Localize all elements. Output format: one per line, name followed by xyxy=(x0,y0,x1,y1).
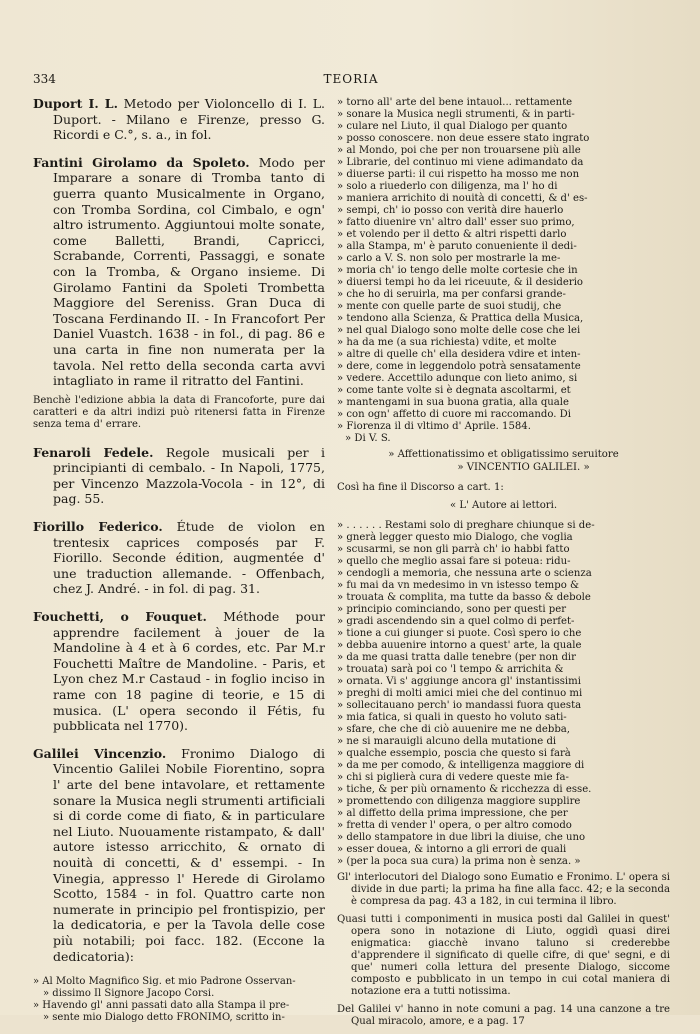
quote-line: » diuerse parti: il cui rispetto ha mosso me non xyxy=(337,169,580,180)
quote-line: » mente con quelle parte de suoi studij, che xyxy=(337,301,562,312)
entry-author: Fantini Girolamo da Spoleto. xyxy=(33,154,250,170)
quote-line: » trouata) sarà poi co 'l tempo & arrichita & xyxy=(337,664,564,675)
quote-line: » promettendo con diligenza maggiore supplire xyxy=(337,796,581,807)
entry-text: Méthode pour apprendre facilement à jouer de la Mandoline à 4 et à 6 cordes, etc. Par M.r Fouchetti Maître de Mandoline. - Paris, et Lyon chez M.r Castaud - in foglio inciso in rame con 18 pagine di teorie, e 15 di musica. (L' opera secondo il Fétis, fu pubblicata nel 1770). xyxy=(53,609,325,734)
entry-text: Étude de violon en trentesix caprices composés par F. Fiorillo. Seconde édition, augmentée d' une traduction allemande. - Offenbach, chez J. André. - in fol. di pag. 31. xyxy=(53,519,325,597)
quote-line: » con ogn' affetto di cuore mi raccomando. Di xyxy=(337,409,571,420)
quote-line: » tiche, & per più ornamento & ricchezza di esse. xyxy=(337,784,592,795)
quote-line: » che ho di seruirla, ma per confarsi grande- xyxy=(337,289,566,300)
quote-line: » diuersi tempi ho da lei riceuute, & il desiderio xyxy=(337,277,583,288)
quote-line: » (per la poca sua cura) la prima non è senza. » xyxy=(337,856,581,867)
dedication-quote-start xyxy=(33,976,325,1024)
entry-fenaroli xyxy=(33,445,325,507)
quote-line: » carlo a V. S. non solo per mostrarle la me- xyxy=(337,253,561,264)
entry-text: Fronimo Dialogo di Vincentio Galilei Nobile Fiorentino, sopra l' arte del bene intavolare, et rettamente sonare la Musica negli strumenti artificiali si di corde come di fiato, & in particulare nel Liuto. Nuouamente ristampato, & dall' autore istesso arricchito, & ornato di nouità di concetti, & d' essempi. - In Vinegia, appresso l' Herede di Girolamo Scotto, 1584 - in fol. Quattro carte non numerate in principio pel frontispizio, per la dedicatoria, e per la Tavola delle cose più notabili; poi facc. 182. (Eccone la dedicatoria): xyxy=(53,745,325,964)
quote-line: » maniera arrichito di nouità di concetti, & d' es- xyxy=(337,193,588,204)
entry-text: Modo per Imparare a sonare di Tromba tanto di guerra quanto Musicalmente in Organo, con Tromba Sordina, col Cimbalo, e ogn' altro istrumento. Aggiuntoui molte sonate, come Balletti, Brandi, Capricci, Scrabande, Correnti, Passaggi, e sonate con la Tromba, & Organo insieme. Di Girolamo Fantini da Spoleti Trombetta Maggiore del Sereniss. Gran Duca di Toscana Ferdinando II. - In Francofort Per Daniel Vuastch. 1638 - in fol., di pag. 86 e una carta in fine non numerata per la tavola. Nel retto della seconda carta avvi intagliato in rame il ritratto del Fantini. xyxy=(53,154,325,389)
quote-line: » solo a riuederlo con diligenza, ma l' ho di xyxy=(337,181,558,192)
quote-line: » sempi, ch' io posso con verità dire hauerlo xyxy=(337,205,564,216)
quote-line: » ornata. Vi s' aggiunge ancora gl' instantissimi xyxy=(337,676,581,687)
quote-line: » al Mondo, poi che per non trouarsene più alle xyxy=(337,145,581,156)
autore-quote xyxy=(337,520,670,868)
quote-line: » sonare la Musica negli strumenti, & in parti- xyxy=(337,109,575,120)
signature-line: » Affettionatissimo et obligatissimo seruitore xyxy=(388,449,619,460)
quote-line: » esser douea, & intorno a gli errori de quali xyxy=(337,844,567,855)
quote-line: » trouata & complita, ma tutte da basso & debole xyxy=(337,592,591,603)
quote-line: » fatto diuenire vn' altro dall' esser suo primo, xyxy=(337,217,575,228)
quote-line: » gradi ascendendo sin a quel colmo di perfet- xyxy=(337,616,575,627)
quote-line: » torno all' arte del bene intauol... rettamente xyxy=(337,97,573,108)
page-header xyxy=(33,72,669,88)
quote-line: » vedere. Accettilo adunque con lieto animo, si xyxy=(337,373,578,384)
entry-text: Regole musicali per i principianti di cembalo. - In Napoli, 1775, per Vincenzo Mazzola-Vocola - in 12°, di pag. 55. xyxy=(53,444,325,507)
quote-line: » posso conoscere. non deue essere stato ingrato xyxy=(337,133,590,144)
entry-fiorillo xyxy=(33,519,325,597)
quote-line: » chi si piglierà cura di vedere queste mie fa- xyxy=(337,772,569,783)
entry-author: Fiorillo Federico. xyxy=(33,519,163,535)
quote-line: » gnerà legger questo mio Dialogo, che voglia xyxy=(337,532,573,543)
quote-line: » moria ch' io tengo delle molte cortesie che in xyxy=(337,265,578,276)
quote-line: » dissimo Il Signore Jacopo Corsi. xyxy=(43,988,215,1000)
quote-line: » ne si marauigli alcuno della mutatione di xyxy=(337,736,557,747)
quote-line: » fu mai da vn medesimo in vn istesso tempo & xyxy=(337,580,579,591)
quote-line: » al diffetto della prima impressione, che per xyxy=(337,808,568,819)
quote-line: » Al Molto Magnifico Sig. et mio Padrone Osservan- xyxy=(33,976,296,988)
left-column xyxy=(33,96,325,1024)
quote-line: » Fiorenza il di vltimo d' Aprile. 1584. xyxy=(337,421,531,432)
quote-line: » fretta di vender l' opera, o per altro comodo xyxy=(337,820,572,831)
quote-line: » sente mio Dialogo detto FRONIMO, scritto in- xyxy=(43,1012,285,1024)
quote-line: » preghi di molti amici miei che del continuo mi xyxy=(337,688,583,699)
quote-line: » come tante volte si è degnata ascoltarmi, et xyxy=(337,385,571,396)
quote-line: » Havendo gl' anni passati dato alla Stampa il pre- xyxy=(33,1000,290,1012)
quote-line: » da me quasi tratta dalle tenebre (per non dir xyxy=(337,652,576,663)
signature-name: » VINCENTIO GALILEI. » xyxy=(457,462,590,473)
entry-text: Metodo per Violoncello di I. L. Duport. - Milano e Firenze, presso G. Ricordi e C.°, s. a., in fol. xyxy=(53,96,325,143)
quote-line: » culare nel Liuto, il qual Dialogo per quanto xyxy=(337,121,568,132)
quote-line: » Di V. S. xyxy=(345,433,391,444)
entry-fantini xyxy=(33,155,325,389)
entry-author: Duport I. L. xyxy=(33,96,118,111)
quote-line: » mia fatica, si quali in questo ho voluto sati- xyxy=(337,712,567,723)
entry-author: Fenaroli Fedele. xyxy=(33,444,154,460)
quote-line: » sollecitauano perch' io mandassi fuora questa xyxy=(337,700,582,711)
quote-line: » quello che meglio assai fare si poteua: ridu- xyxy=(337,556,571,567)
discorso-note: Così ha fine il Discorso a cart. 1: xyxy=(337,482,504,493)
quote-line: » . . . . . . Restami solo di preghare chiunque si de- xyxy=(337,520,595,531)
entry-author: Fouchetti, o Fouquet. xyxy=(33,609,207,625)
quote-line: » debba auuenire intorno a quest' arte, la quale xyxy=(337,640,582,651)
quote-line: » dello stampatore in due libri la diuise, che uno xyxy=(337,832,586,843)
right-column xyxy=(337,97,670,1034)
quote-line: » da me per comodo, & intelligenza maggiore di xyxy=(337,760,585,771)
quote-line: » scusarmi, se non gli parrà ch' io habbi fatto xyxy=(337,544,570,555)
paragraph-interlocutori: Gl' interlocutori del Dialogo sono Eumatio e Fronimo. L' opera si divide in due parti; la prima ha fine alla facc. 42; e la seconda è compresa da pag. 43 a 182, in cui termina il libro. xyxy=(337,872,670,907)
quote-line: » cendogli a memoria, che nessuna arte o scienza xyxy=(337,568,592,579)
autore-heading: « L' Autore ai lettori. xyxy=(449,500,558,511)
entry-author: Galilei Vincenzio. xyxy=(33,745,167,761)
quote-line: » sfare, che che di ciò auuenire me ne debba, xyxy=(337,724,571,735)
entry-duport xyxy=(33,96,325,143)
quote-line: » alla Stampa, m' è paruto conueniente il dedi- xyxy=(337,241,577,252)
entry-note: Benchè l'edizione abbia la data di Francoforte, pure dai caratteri e da altri indizi può ritenersi fatta in Firenze senza tema d' errare. xyxy=(33,394,325,430)
dedication-quote-cont xyxy=(337,97,670,445)
paragraph-note-comuni: Del Galilei v' hanno in note comuni a pag. 14 una canzone a tre Qual miracolo, amore, e a pag. 17 xyxy=(337,1004,670,1027)
quote-line: » ha da me (a sua richiesta) vdite, et molte xyxy=(337,337,557,348)
quote-line: » altre di quelle ch' ella desidera vdire et inten- xyxy=(337,349,581,360)
quote-line: » et volendo per il detto & altri rispetti darlo xyxy=(337,229,567,240)
quote-line: » mantengami in sua buona gratia, alla quale xyxy=(337,397,570,408)
quote-line: » qualche essempio, poscia che questo si farà xyxy=(337,748,571,759)
entry-galilei xyxy=(33,746,325,964)
quote-line: » tione a cui giunger si puote. Così spero io che xyxy=(337,628,582,639)
quote-line: » Librarie, del continuo mi viene adimandato da xyxy=(337,157,584,168)
entry-fouchetti xyxy=(33,609,325,734)
quote-line: » dere, come in leggendolo potrà sensatamente xyxy=(337,361,581,372)
quote-line: » tendono alla Scienza, & Prattica della Musica, xyxy=(337,313,584,324)
page-number: 334 xyxy=(33,72,56,86)
paragraph-notazione: Quasi tutti i componimenti in musica posti dal Galilei in quest' opera sono in notazione di Liuto, oggidì quasi direi enigmatica: giacchè invano taluno si crederebbe d'apprendere il significato di quelle cifre, di que' segni, e di que' numeri colla lettura del presente Dialogo, siccome composto e pubblicato in un tempo in cui cotal maniera di notazione era a tutti notissima. xyxy=(337,914,670,997)
running-title: TEORIA xyxy=(323,72,379,86)
quote-line: » nel qual Dialogo sono molte delle cose che lei xyxy=(337,325,581,336)
quote-line: » principio cominciando, sono per questi per xyxy=(337,604,567,615)
